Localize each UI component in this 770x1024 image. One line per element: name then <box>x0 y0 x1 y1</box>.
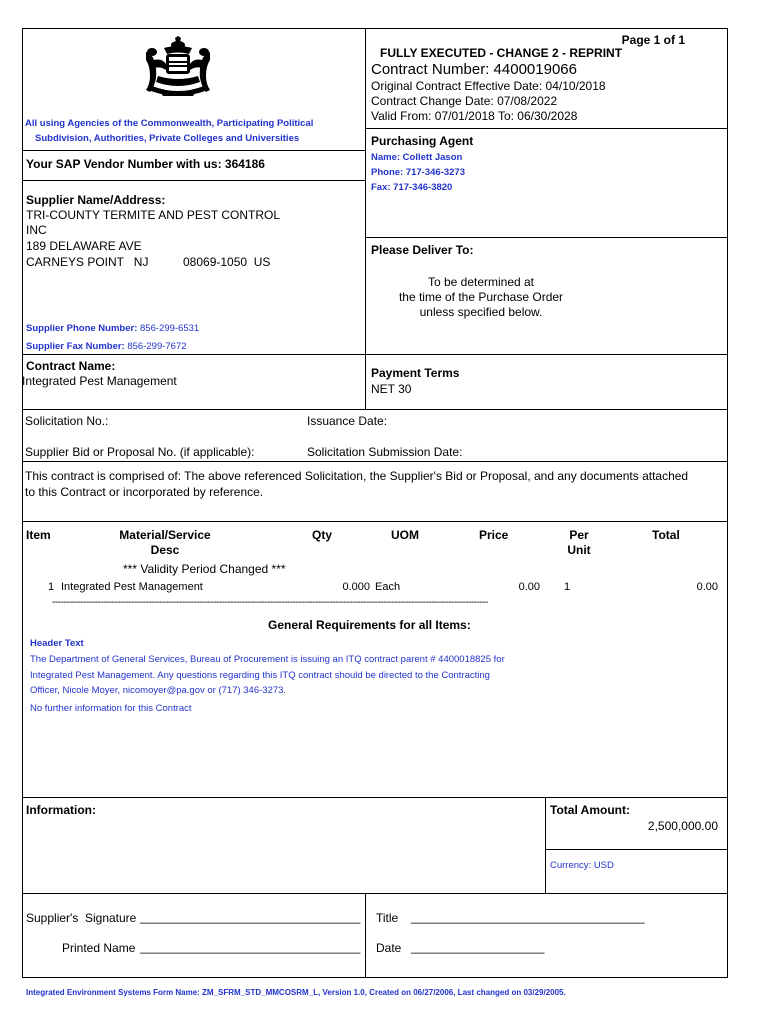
contract-number: Contract Number: 4400019066 <box>371 61 577 78</box>
total-amount-label: Total Amount: <box>550 803 630 817</box>
row-per: 1 <box>564 581 571 593</box>
col-material <box>105 528 225 557</box>
agent-fax: Fax: 717-346-3820 <box>371 182 453 193</box>
contract-name-label: Contract Name: <box>26 359 116 373</box>
header-text-line-2: Integrated Pest Management. Any questions regarding this ITQ contract should be directed to the Contracting <box>30 670 490 681</box>
agent-phone: Phone: 717-346-3273 <box>371 167 465 178</box>
row-desc: Integrated Pest Management <box>61 581 203 593</box>
supplier-label: Supplier Name/Address: <box>26 193 166 207</box>
date-line[interactable]: ____________________ <box>411 940 545 954</box>
line-under-contract <box>22 409 728 410</box>
sap-vendor-number: Your SAP Vendor Number with us: 364186 <box>26 157 265 171</box>
col-qty: Qty <box>312 528 333 542</box>
issuance-date: Issuance Date: <box>307 414 388 428</box>
supplier-phone-label: Supplier Phone Number: <box>26 323 138 334</box>
supplier-phone-value: 856-299-6531 <box>140 323 200 334</box>
commonwealth-seal-icon <box>138 36 218 98</box>
line-under-total <box>545 849 728 850</box>
submission-date: Solicitation Submission Date: <box>307 445 463 459</box>
comprised-line-1: This contract is comprised of: The above referenced Solicitation, the Supplier's Bid or Proposal, and any documents attached <box>25 469 689 483</box>
header-text-label: Header Text <box>30 638 84 649</box>
total-amount-value: 2,500,000.00 <box>647 819 718 833</box>
line-under-supplier <box>22 354 728 355</box>
supplier-zip: 08069-1050 US <box>183 255 271 269</box>
col-per-line-2: Unit <box>567 543 591 557</box>
form-footer: Integrated Environment Systems Form Name: ZM_SFRM_STD_MMCOSRM_L, Version 1.0, Created on 06/27/2006, Last changed on 03/29/2005. <box>26 988 566 997</box>
valid-dates: Valid From: 07/01/2018 To: 06/30/2028 <box>371 109 578 123</box>
row-separator: ---------------------------------------------------------------------------------------------------------------------------------------------------------- <box>52 597 488 608</box>
date-label: Date <box>376 941 402 955</box>
line-above-info <box>22 797 728 798</box>
signature-divider <box>365 893 366 978</box>
supplier-city: CARNEYS POINT NJ <box>26 255 149 269</box>
deliver-to-title: Please Deliver To: <box>371 243 474 257</box>
supplier-phone <box>26 323 199 334</box>
supplier-fax-label: Supplier Fax Number: <box>26 341 125 352</box>
purchasing-agent-title: Purchasing Agent <box>371 134 474 148</box>
supplier-signature-label: Supplier's Signature <box>26 911 137 925</box>
contract-change-date: Contract Change Date: 07/08/2022 <box>371 94 558 108</box>
row-item: 1 <box>48 581 55 593</box>
col-per-line-1: Per <box>569 528 589 542</box>
title-label: Title <box>376 911 399 925</box>
header-text-line-3: Officer, Nicole Moyer, nicomoyer@pa.gov or (717) 346-3273. <box>30 685 287 696</box>
col-material-line-2: Desc <box>150 543 180 557</box>
comprised-line-2: to this Contract or incorporated by reference. <box>25 485 264 499</box>
row-uom: Each <box>375 581 401 593</box>
payment-terms-label: Payment Terms <box>371 366 460 380</box>
col-price: Price <box>479 528 509 542</box>
row-price: 0.00 <box>518 581 540 593</box>
payment-terms-value: NET 30 <box>371 382 412 396</box>
supplier-bid-no: Supplier Bid or Proposal No. (if applicable): <box>25 445 255 459</box>
supplier-line-1: TRI-COUNTY TERMITE AND PEST CONTROL <box>26 208 281 222</box>
supplier-signature-line[interactable]: _________________________________ <box>140 910 361 924</box>
line-under-comprised <box>22 521 728 522</box>
printed-name-line[interactable]: _________________________________ <box>140 940 361 954</box>
solicitation-no: Solicitation No.: <box>25 414 109 428</box>
contract-status: FULLY EXECUTED - CHANGE 2 - REPRINT <box>380 46 623 60</box>
general-requirements-title: General Requirements for all Items: <box>268 618 471 632</box>
deliver-line-3: unless specified below. <box>419 305 543 319</box>
col-material-line-1: Material/Service <box>119 528 211 542</box>
currency: Currency: USD <box>550 860 614 871</box>
col-total: Total <box>652 528 680 542</box>
supplier-line-2: INC <box>26 223 47 237</box>
agent-name: Name: Collett Jason <box>371 152 463 163</box>
info-divider <box>545 797 546 893</box>
agencies-line-1: All using Agencies of the Commonwealth, Participating Political <box>25 118 314 129</box>
printed-name-label: Printed Name <box>62 941 136 955</box>
line-under-vendor <box>22 180 365 181</box>
original-effective-date: Original Contract Effective Date: 04/10/2018 <box>371 79 606 93</box>
line-under-agencies <box>22 150 365 151</box>
line-above-signature <box>22 893 728 894</box>
header-text-line-1: The Department of General Services, Bureau of Procurement is issuing an ITQ contract parent # 4400018825 for <box>30 654 505 665</box>
information-label: Information: <box>26 803 96 817</box>
validity-note: *** Validity Period Changed *** <box>123 562 286 576</box>
top-divider <box>365 28 366 409</box>
col-item: Item <box>26 528 51 542</box>
title-line[interactable]: ___________________________________ <box>411 910 645 924</box>
agencies-line-2: Subdivision, Authorities, Private Colleges and Universities <box>35 133 300 144</box>
deliver-line-1: To be determined at <box>427 275 535 289</box>
deliver-line-2: the time of the Purchase Order <box>398 290 564 304</box>
line-under-valid <box>365 128 728 129</box>
col-per-unit <box>555 528 603 557</box>
line-under-agent <box>365 237 728 238</box>
supplier-fax-value: 856-299-7672 <box>127 341 187 352</box>
supplier-line-3: 189 DELAWARE AVE <box>26 239 142 253</box>
row-qty: 0.000 <box>342 581 370 593</box>
col-uom: UOM <box>391 528 419 542</box>
supplier-fax <box>26 341 187 352</box>
row-total: 0.00 <box>696 581 718 593</box>
line-under-solicitation <box>22 461 728 462</box>
page-indicator: Page 1 of 1 <box>621 33 685 47</box>
no-further-info: No further information for this Contract <box>30 703 192 714</box>
contract-name-value: Integrated Pest Management <box>22 374 177 388</box>
